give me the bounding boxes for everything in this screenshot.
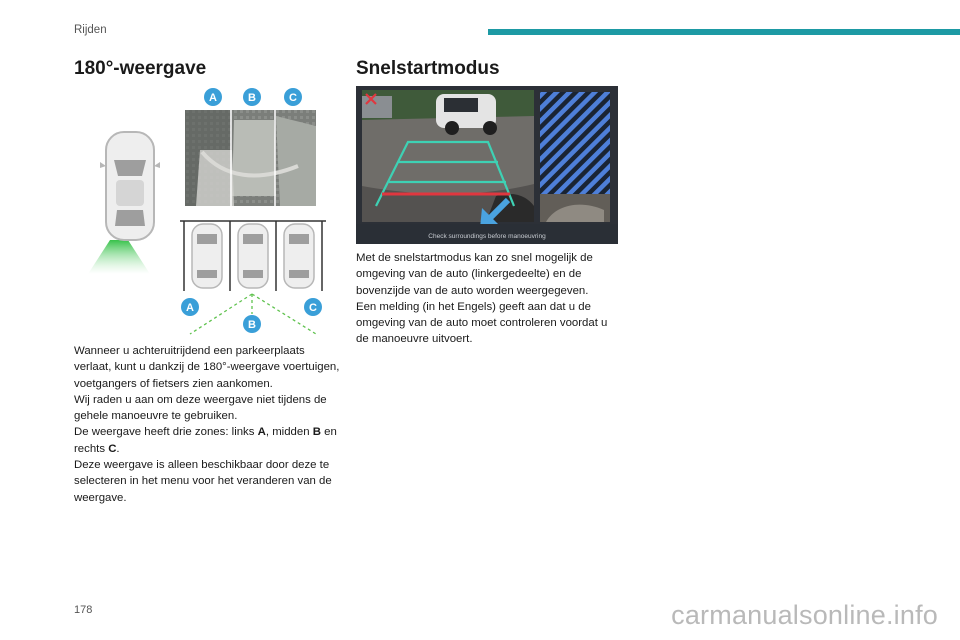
camera-view-image — [185, 110, 316, 206]
body-text-180: Wanneer u achteruitrijdend een parkeerplaats verlaat, kunt u dankzij de 180°-weergave voertuigen, voetgangers of fietsers zien aankomen. Wij raden u aan om deze weergave niet tijdens de gehele manoeuvre te gebruiken. De weergave heeft drie zones: links A, midden B en rechts C. Deze weergave is alleen beschikbaar door deze te selecteren in het menu voor het veranderen van de weergave. — [74, 345, 340, 504]
page-number: 178 — [74, 604, 93, 616]
svg-text:A: A — [186, 302, 194, 314]
zone-label-c: C — [108, 442, 117, 455]
illustration-180-view — [84, 86, 334, 336]
zone-badge-a-top — [204, 88, 222, 106]
zone-label-a: A — [257, 426, 266, 439]
zone-badge-c-bottom — [304, 298, 322, 316]
car-top-view-icon — [88, 132, 160, 274]
section-title-180: 180°-weergave — [74, 58, 207, 79]
parking-bays — [180, 221, 326, 291]
svg-text:B: B — [248, 92, 256, 104]
svg-text:C: C — [309, 302, 317, 314]
zone-badge-b-bottom — [243, 315, 261, 333]
zone-badge-b-top — [243, 88, 261, 106]
section-title-snelstart: Snelstartmodus — [356, 58, 500, 79]
zone-badge-a-bottom — [181, 298, 199, 316]
header-section-label: Rijden — [74, 24, 107, 36]
zone-badge-c-top — [284, 88, 302, 106]
screen-warning-message: Check surroundings before manoeuvring — [428, 233, 546, 240]
body-text-snelstart: Met de snelstartmodus kan zo snel mogelijk de omgeving van de auto (linkergedeelte) en de bovenzijde van de auto worden weergegeven. Een melding (in het Engels) geeft aan dat u de omgeving van de auto moet controleren voordat u de manoeuvre uitvoert. — [356, 252, 608, 346]
watermark-link[interactable]: carmanualsonline.info — [671, 600, 938, 630]
snelstart-screen-image — [356, 86, 618, 244]
top-view-hatched-panel — [540, 92, 610, 222]
zone-label-b: B — [312, 426, 321, 439]
header-accent-bar — [488, 29, 960, 35]
svg-text:B: B — [248, 319, 256, 331]
svg-text:A: A — [209, 92, 217, 104]
svg-text:C: C — [289, 92, 297, 104]
